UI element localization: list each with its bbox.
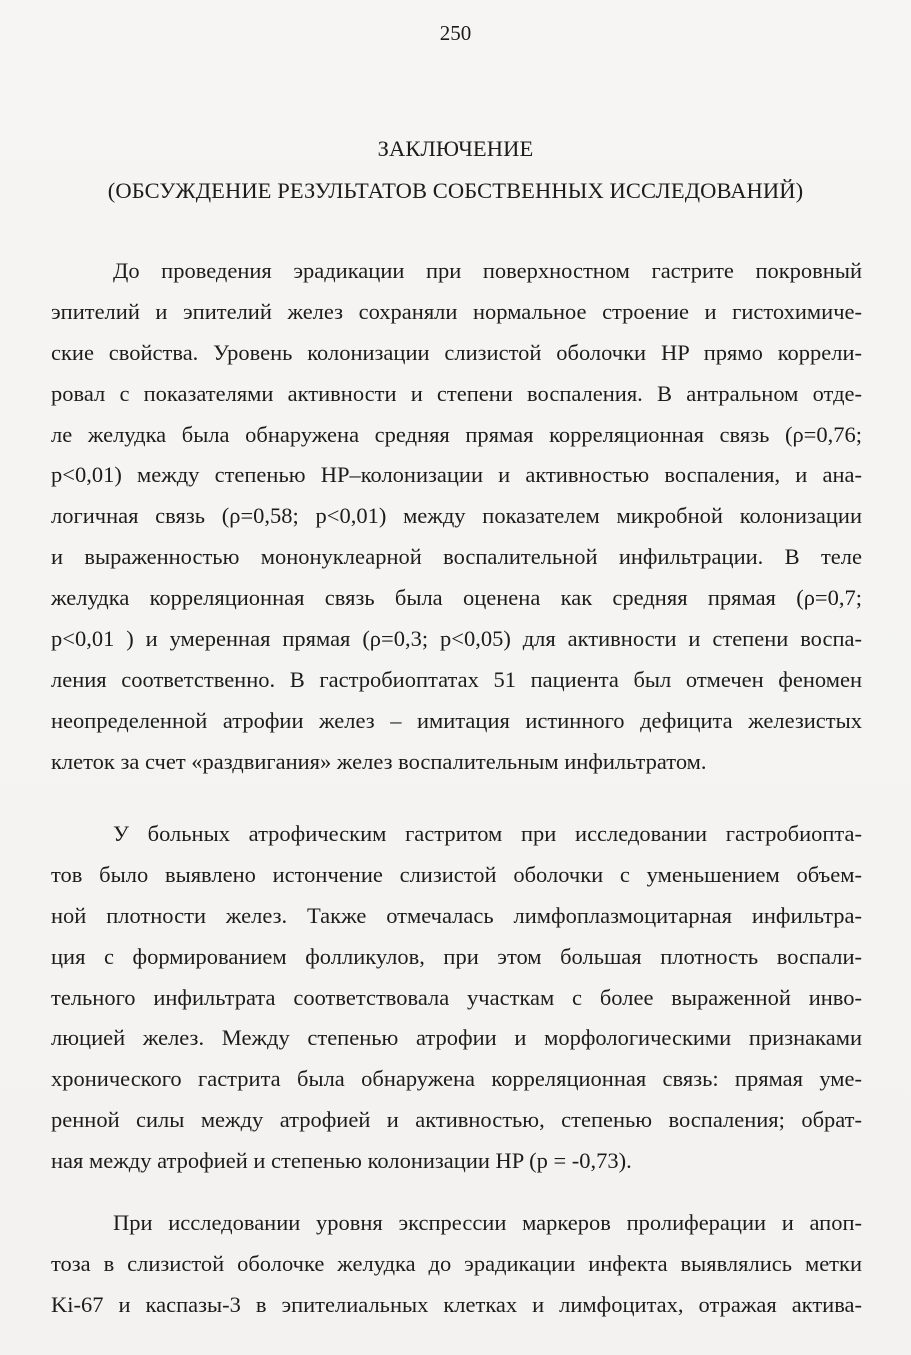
text-line: До проведения эрадикации при поверхностном гастрите покровный — [113, 258, 862, 283]
text-line: ная между атрофией и степенью колонизации HP (p = -0,73). — [51, 1148, 632, 1174]
heading-subtitle: (ОБСУЖДЕНИЕ РЕЗУЛЬТАТОВ СОБСТВЕННЫХ ИССЛЕДОВАНИЙ) — [107, 178, 804, 203]
paragraph-atrophic-gastritis — [51, 814, 862, 1182]
text-line: желудка корреляционная связь была оценена как средняя прямая (ρ=0,7; — [51, 585, 862, 611]
section-heading — [40, 128, 871, 212]
paragraph-eradication-superficial — [51, 251, 862, 783]
text-line: клеток за счет «раздвигания» желез воспалительным инфильтратом. — [51, 748, 707, 774]
text-line: тоза в слизистой оболочке желудка до эрадикации инфекта выявлялись метки — [51, 1250, 862, 1276]
heading-title: ЗАКЛЮЧЕНИЕ — [377, 136, 534, 161]
text-line: неопределенной атрофии желез – имитация истинного дефицита железистых — [51, 707, 862, 733]
text-line: Ki-67 и каспазы-3 в эпителиальных клетках и лимфоцитах, отражая актива- — [51, 1291, 862, 1317]
text-line: тов было выявлено истончение слизистой оболочки с уменьшением объем- — [51, 861, 862, 887]
text-line: ренной силы между атрофией и активностью, степенью воспаления; обрат- — [51, 1107, 862, 1133]
page-number: 250 — [439, 21, 472, 45]
text-line: ские свойства. Уровень колонизации слизистой оболочки HP прямо коррели- — [51, 339, 862, 365]
text-line: ления соответственно. В гастробиоптатах 51 пациента был отмечен феномен — [51, 666, 862, 692]
text-line: ция с формированием фолликулов, при этом большая плотность воспали- — [51, 943, 862, 969]
text-line: хронического гастрита была обнаружена корреляционная связь: прямая уме- — [51, 1066, 862, 1092]
text-line: ной плотности желез. Также отмечалась лимфоплазмоцитарная инфильтра- — [51, 902, 862, 928]
paragraph-proliferation-markers — [51, 1203, 862, 1326]
text-line: ровал с показателями активности и степени воспаления. В антральном отде- — [51, 380, 862, 406]
text-line: p<0,01 ) и умеренная прямая (ρ=0,3; p<0,05) для активности и степени воспа- — [51, 626, 862, 652]
text-line: У больных атрофическим гастритом при исследовании гастробиопта- — [113, 821, 862, 846]
text-line: эпителий и эпителий желез сохраняли нормальное строение и гистохимиче- — [51, 298, 862, 324]
text-line: тельного инфильтрата соответствовала участкам с более выраженной инво- — [51, 984, 862, 1010]
text-line: p<0,01) между степенью HP–колонизации и активностью воспаления, и ана- — [51, 462, 862, 488]
text-line: При исследовании уровня экспрессии маркеров пролиферации и апоп- — [113, 1210, 862, 1235]
text-line: и выраженностью мононуклеарной воспалительной инфильтрации. В теле — [51, 544, 862, 570]
text-line: ле желудка была обнаружена средняя прямая корреляционная связь (ρ=0,76; — [51, 421, 862, 447]
text-line: люцией желез. Между степенью атрофии и морфологическими признаками — [51, 1025, 862, 1051]
text-line: логичная связь (ρ=0,58; p<0,01) между показателем микробной колонизации — [51, 503, 862, 529]
